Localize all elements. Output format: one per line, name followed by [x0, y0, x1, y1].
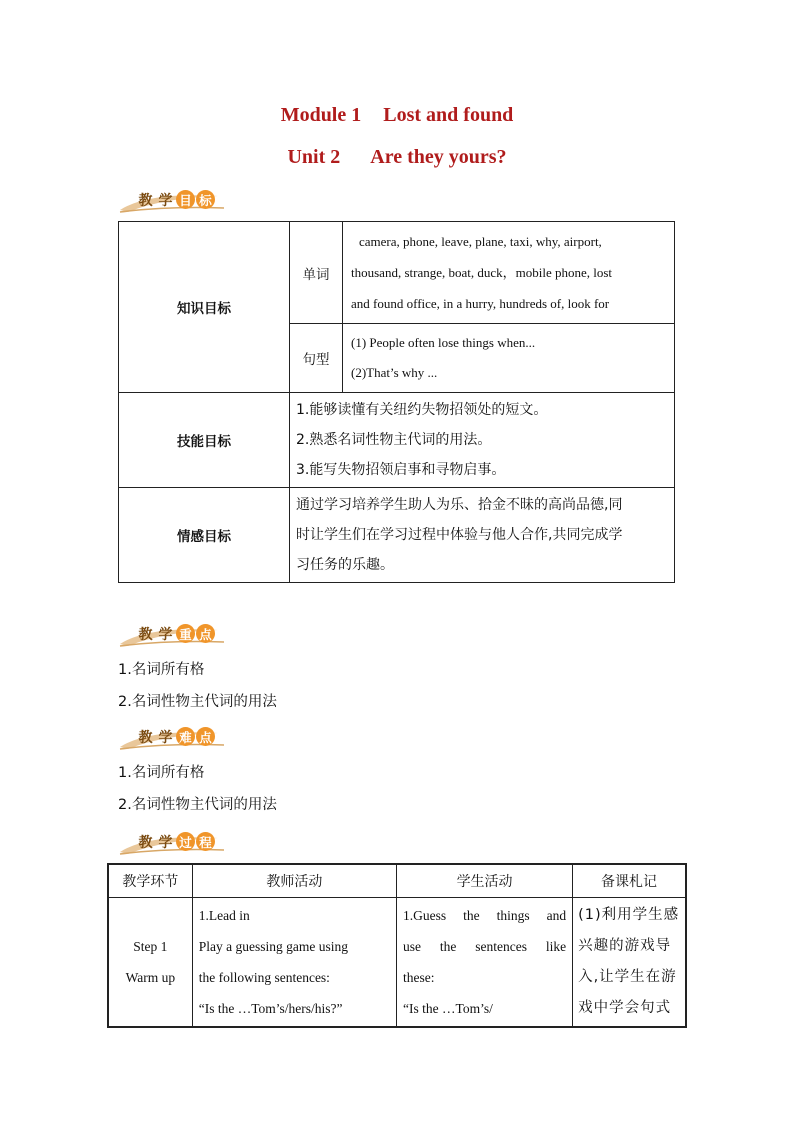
words-content	[343, 222, 675, 324]
badge-teaching-objectives	[118, 186, 228, 214]
patterns-content	[343, 324, 675, 393]
badge-char: 目	[176, 190, 195, 209]
badge-teaching-process	[118, 828, 228, 856]
pattern-line: (1) People often lose things when...	[351, 335, 536, 350]
emotion-line: 时让学生们在学习过程中体验与他人合作,共同完成学	[296, 527, 623, 543]
difficulties-list	[118, 757, 277, 821]
note-line: (1)利用学生感	[578, 907, 680, 923]
badge-difficulties	[118, 723, 228, 751]
badge-char: 教	[138, 192, 153, 209]
teacher-line: 1.Lead in	[198, 908, 250, 923]
table-row	[108, 898, 686, 1028]
badge-key-points	[118, 620, 228, 648]
step-line: Warm up	[125, 970, 176, 985]
emotion-content	[290, 488, 675, 583]
pattern-line: (2)That’s why ...	[351, 365, 438, 380]
student-line: “Is the …Tom’s/	[403, 1001, 493, 1016]
badge-char: 点	[196, 624, 215, 643]
badge-char: 教	[138, 729, 153, 746]
module-title	[0, 104, 794, 127]
module-name: Lost and found	[383, 104, 514, 126]
key-point-item: 1.名词所有格	[118, 662, 205, 678]
note-line: 戏中学会句式	[578, 1000, 672, 1016]
emotion-line: 习任务的乐趣。	[296, 557, 394, 573]
note-line: 入,让学生在游	[578, 969, 677, 985]
teacher-line: Play a guessing game using	[198, 939, 348, 954]
teacher-line: the following sentences:	[198, 970, 330, 985]
badge-char: 难	[176, 727, 195, 746]
student-line: 1.Guess the things and	[403, 908, 567, 923]
unit-name: Are they yours?	[370, 146, 507, 168]
teacher-activity-cell	[192, 898, 396, 1028]
note-line: 兴趣的游戏导	[578, 938, 672, 954]
badge-char: 过	[176, 832, 195, 851]
module-number: Module 1	[280, 104, 362, 126]
badge-char: 学	[158, 729, 173, 746]
student-line: use the sentences like	[403, 939, 567, 954]
difficulty-item: 1.名词所有格	[118, 765, 205, 781]
key-points-list	[118, 654, 277, 718]
difficulty-item: 2.名词性物主代词的用法	[118, 797, 277, 813]
header-stage: 教学环节	[108, 864, 192, 898]
words-line: camera, phone, leave, plane, taxi, why, airport,	[359, 234, 602, 249]
header-teacher-activity: 教师活动	[192, 864, 396, 898]
emotion-line: 通过学习培养学生助人为乐、拾金不昧的高尚品德,同	[296, 497, 623, 513]
student-line: these:	[403, 970, 435, 985]
objectives-table	[118, 221, 675, 583]
step-line: Step 1	[133, 939, 168, 954]
badge-char: 学	[158, 626, 173, 643]
skill-content	[290, 393, 675, 488]
unit-number: Unit 2	[287, 146, 341, 168]
skill-line: 3.能写失物招领启事和寻物启事。	[296, 462, 506, 478]
badge-char: 教	[138, 834, 153, 851]
skill-objective-label: 技能目标	[119, 393, 290, 488]
unit-title	[0, 146, 794, 169]
patterns-label: 句型	[290, 324, 343, 393]
step-cell	[108, 898, 192, 1028]
badge-char: 程	[196, 832, 215, 851]
words-label: 单词	[290, 222, 343, 324]
emotion-objective-label: 情感目标	[119, 488, 290, 583]
words-line: and found office, in a hurry, hundreds of, look for	[351, 296, 610, 311]
badge-char: 重	[176, 624, 195, 643]
skill-line: 1.能够读懂有关纽约失物招领处的短文。	[296, 402, 548, 418]
badge-char: 学	[158, 192, 173, 209]
badge-char: 点	[196, 727, 215, 746]
process-table	[107, 863, 687, 1028]
knowledge-objective-label: 知识目标	[119, 222, 290, 393]
student-activity-cell	[397, 898, 573, 1028]
header-notes: 备课札记	[573, 864, 686, 898]
header-student-activity: 学生活动	[397, 864, 573, 898]
notes-cell	[573, 898, 686, 1028]
badge-char: 学	[158, 834, 173, 851]
teacher-line: “Is the …Tom’s/hers/his?”	[198, 1001, 343, 1016]
skill-line: 2.熟悉名词性物主代词的用法。	[296, 432, 492, 448]
badge-char: 教	[138, 626, 153, 643]
words-line: thousand, strange, boat, duck，mobile phone, lost	[351, 265, 613, 280]
badge-char: 标	[196, 190, 215, 209]
key-point-item: 2.名词性物主代词的用法	[118, 694, 277, 710]
